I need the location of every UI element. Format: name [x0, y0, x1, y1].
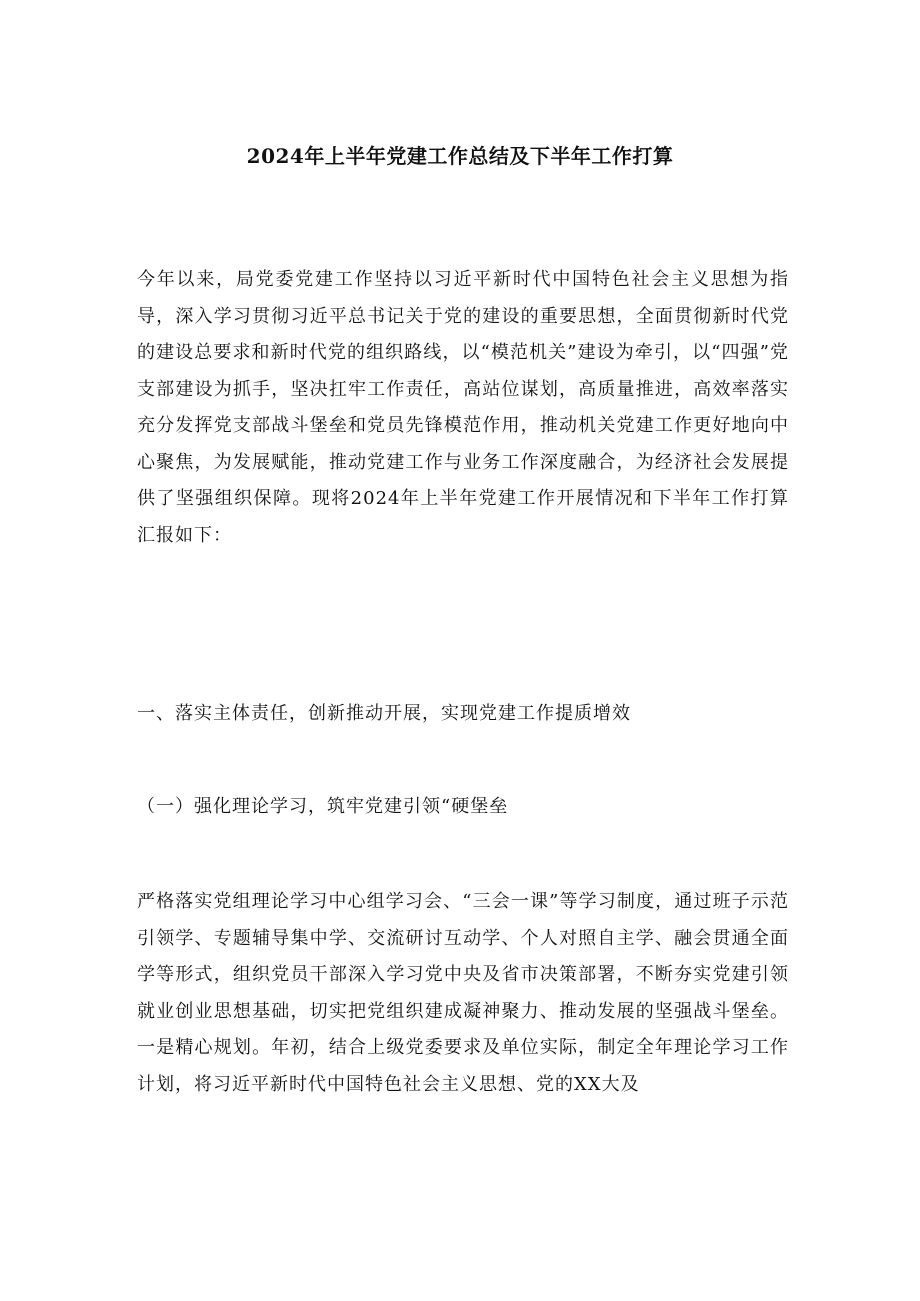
- intro-paragraph: 今年以来，局党委党建工作坚持以习近平新时代中国特色社会主义思想为指导，深入学习贯彻习近平总书记关于党的建设的重要思想，全面贯彻新时代党的建设总要求和新时代党的组织路线，以“模范机关”建设为牵引，以“四强”党支部建设为抓手，坚决扛牢工作责任，高站位谋划，高质量推进，高效率落实充分发挥党支部战斗堡垒和党员先锋模范作用，推动机关党建工作更好地向中心聚焦，为发展赋能，推动党建工作与业务工作深度融合，为经济社会发展提供了坚强组织保障。现将2024年上半年党建工作开展情况和下半年工作打算汇报如下：: [137, 269, 789, 546]
- document-title: 2024年上半年党建工作总结及下半年工作打算: [246, 144, 674, 168]
- section-heading: 一、落实主体责任，创新推动开展，实现党建工作提质增效: [137, 703, 631, 724]
- sub-heading: （一）强化理论学习，筑牢党建引领“硬堡垒: [137, 796, 509, 817]
- body-paragraph: 严格落实党组理论学习中心组学习会、“三会一课”等学习制度，通过班子示范引领学、专题辅导集中学、交流研讨互动学、个人对照自主学、融会贯通全面学等形式，组织党员干部深入学习党中央及省市决策部署，不断夯实党建引领就业创业思想基础，切实把党组织建成凝神聚力、推动发展的坚强战斗堡垒。一是精心规划。年初，结合上级党委要求及单位实际，制定全年理论学习工作计划，将习近平新时代中国特色社会主义思想、党的XX大及: [137, 891, 789, 1095]
